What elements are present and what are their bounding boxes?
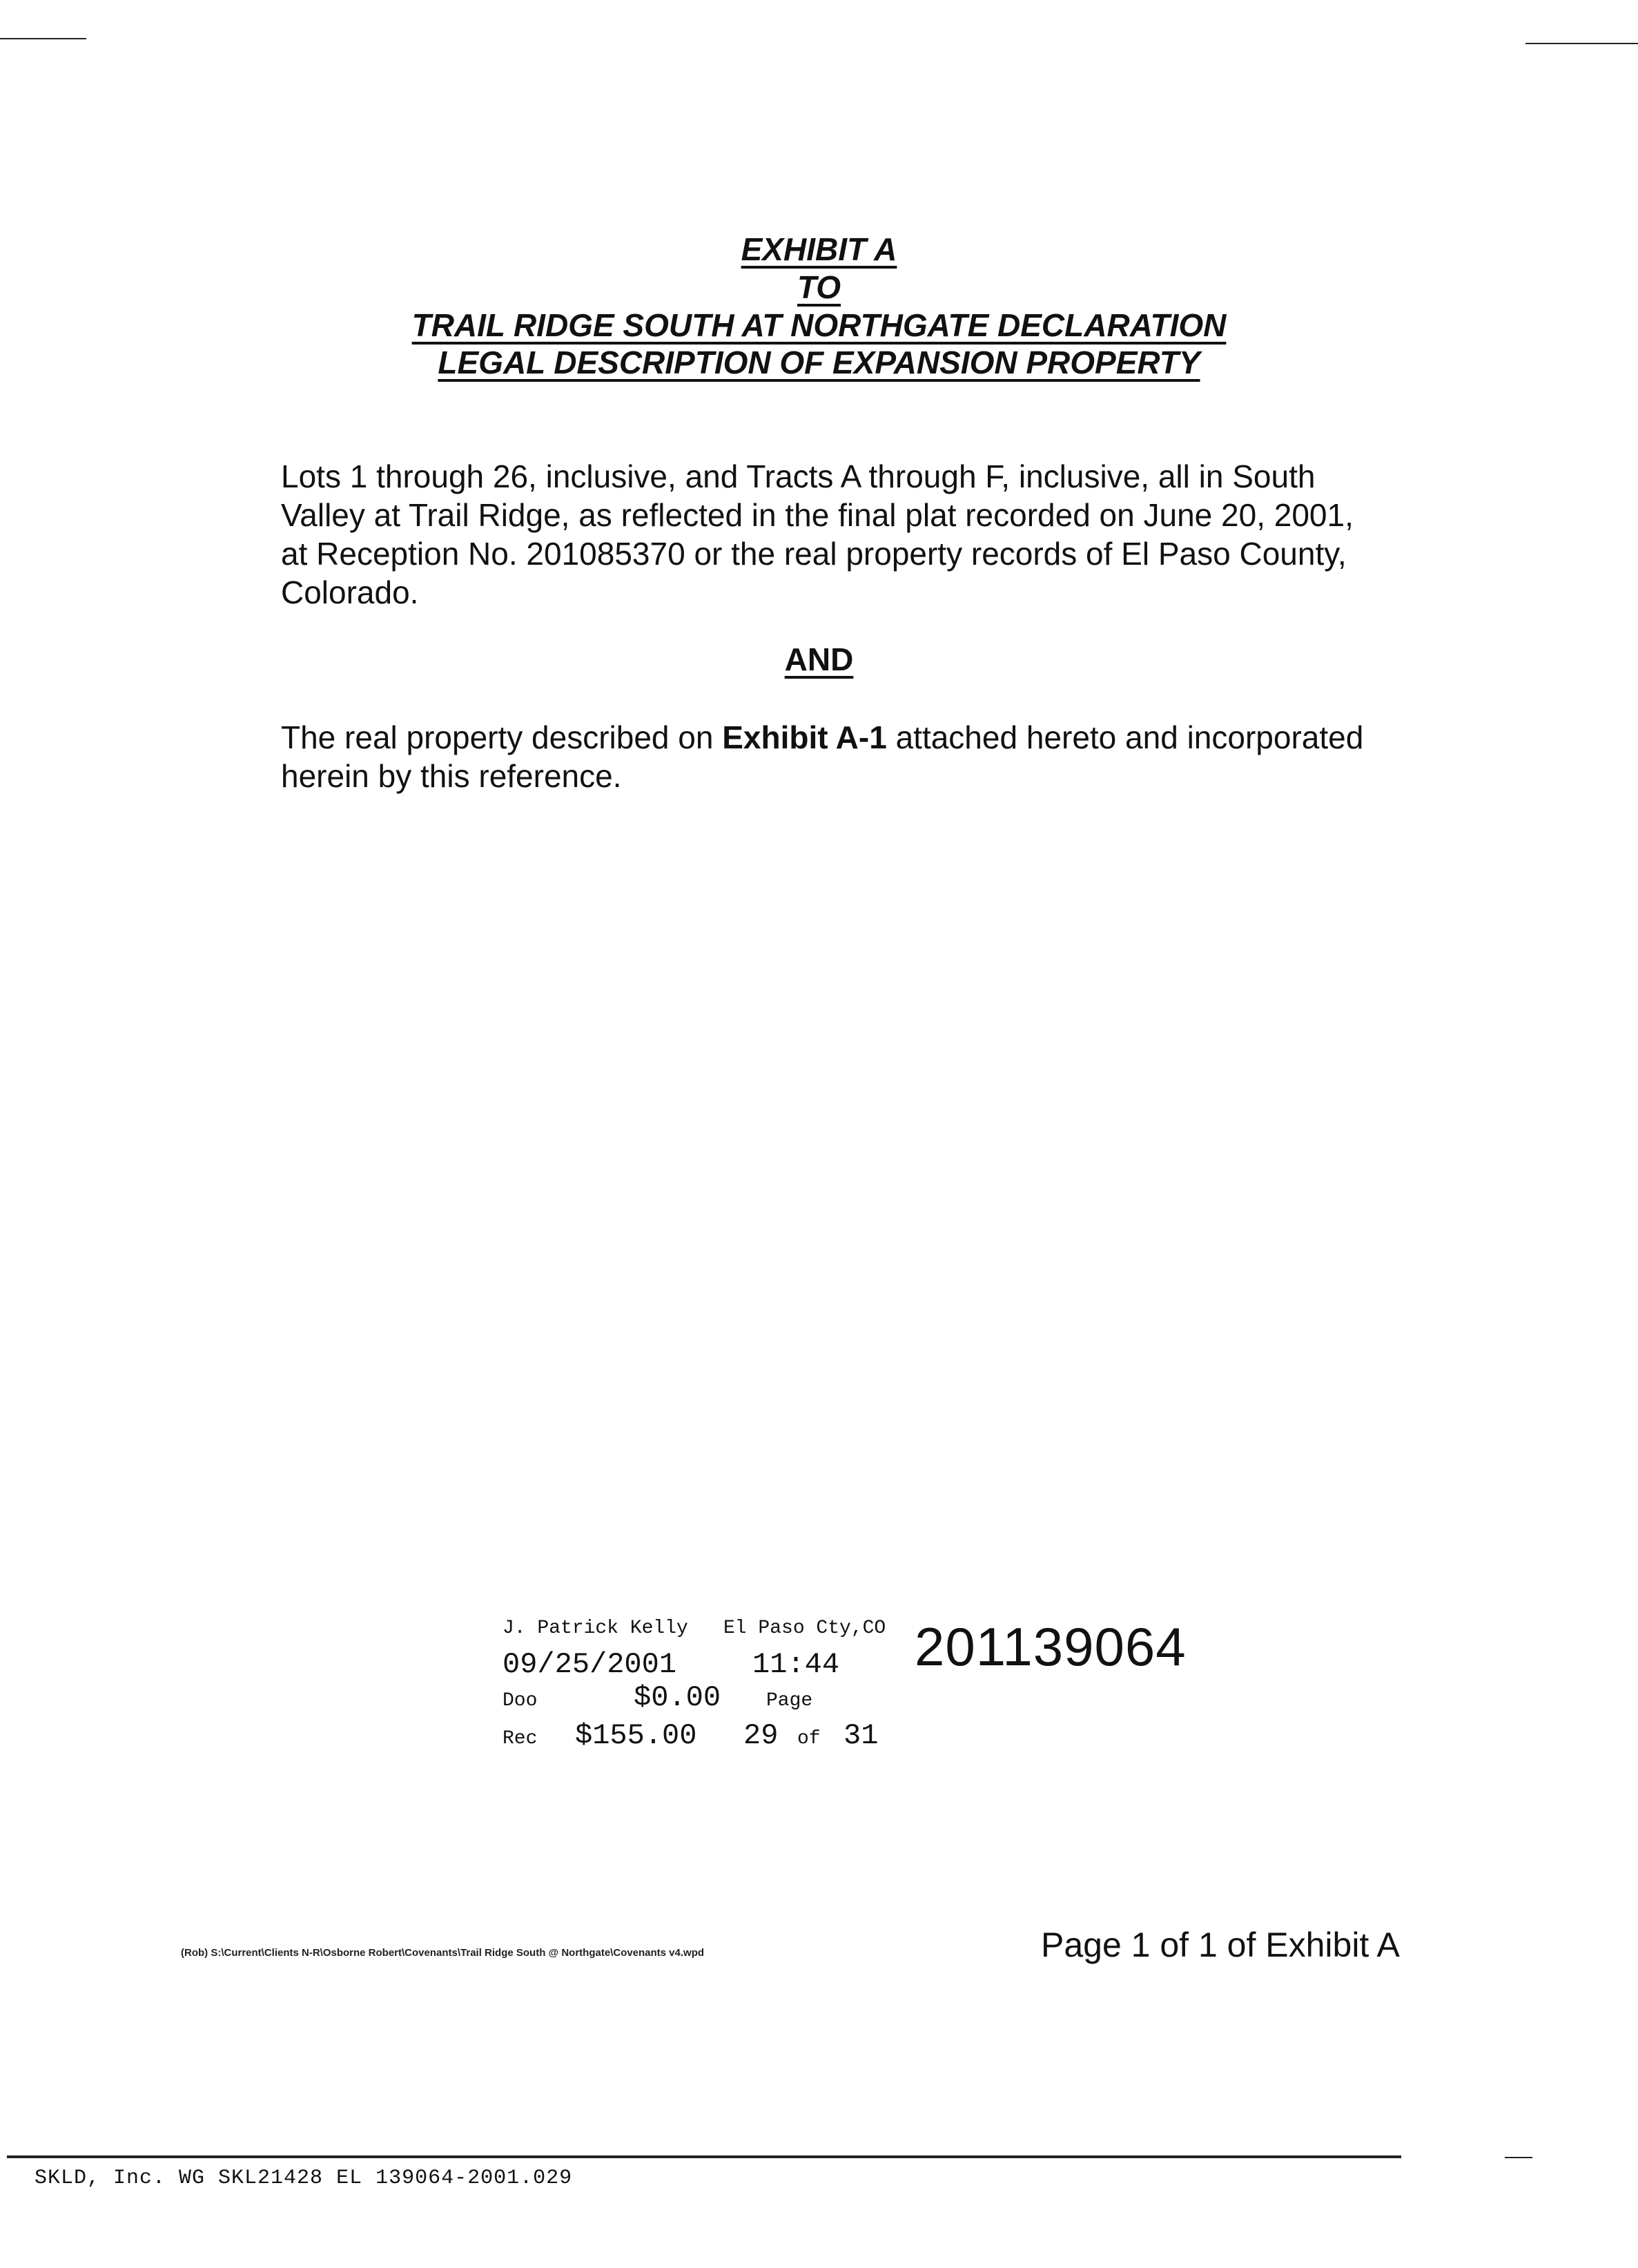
rec-fee: $155.00: [575, 1719, 697, 1752]
page-label: Page: [766, 1690, 813, 1712]
lots-paragraph: [281, 457, 1358, 612]
recording-date: 09/25/2001: [503, 1648, 677, 1681]
page-total: 31: [844, 1719, 879, 1752]
county-name: El Paso Cty,CO: [723, 1618, 886, 1639]
document-id: SKLD, Inc. WG SKL21428 EL 139064-2001.029: [35, 2167, 573, 2190]
lots-paragraph-line: at Reception No. 201085370 or the real property records of El Paso County,: [281, 536, 1347, 572]
top-right-scan-mark: [1525, 43, 1638, 44]
declaration-title: TRAIL RIDGE SOUTH AT NORTHGATE DECLARATION: [411, 307, 1227, 343]
lots-paragraph-line: Valley at Trail Ridge, as reflected in the final plat recorded on June 20, 2001,: [281, 497, 1354, 533]
doc-label: Doo: [503, 1690, 538, 1712]
rec-label: Rec: [503, 1728, 538, 1750]
exhibit-page-label: Page 1 of 1 of Exhibit A: [1041, 1926, 1400, 1964]
lots-paragraph-line: Colorado.: [281, 574, 419, 610]
exhibit-to: TO: [797, 269, 841, 305]
bottom-right-mark: [1505, 2157, 1532, 2158]
recording-time: 11:44: [752, 1648, 840, 1681]
exhibit-a1-paragraph-line: [281, 718, 1364, 757]
doc-fee: $0.00: [634, 1681, 721, 1714]
exhibit-a1-paragraph-line: herein by this reference.: [281, 758, 622, 794]
and-label: AND: [784, 641, 854, 677]
of-label: of: [797, 1728, 821, 1750]
exhibit-a1-reference: Exhibit A-1: [722, 719, 887, 755]
exhibit-a1-paragraph: [281, 718, 1364, 795]
bottom-rule: [7, 2155, 1401, 2158]
legal-description-title: LEGAL DESCRIPTION OF EXPANSION PROPERTY: [438, 345, 1200, 380]
lots-paragraph-line: Lots 1 through 26, inclusive, and Tracts A through F, inclusive, all in South: [281, 458, 1316, 494]
file-path: (Rob) S:\Current\Clients N-R\Osborne Robert\Covenants\Trail Ridge South @ Northgate\Covenants v4.wpd: [181, 1947, 705, 1959]
reception-number: 201139064: [915, 1616, 1187, 1677]
paragraph-text: The real property described on: [281, 719, 723, 755]
paragraph-text: attached hereto and incorporated: [886, 719, 1364, 755]
recorder-name: J. Patrick Kelly: [503, 1618, 688, 1639]
top-left-scan-mark: [0, 38, 86, 39]
exhibit-title: EXHIBIT A: [741, 231, 897, 267]
page-number: 29: [743, 1719, 779, 1752]
